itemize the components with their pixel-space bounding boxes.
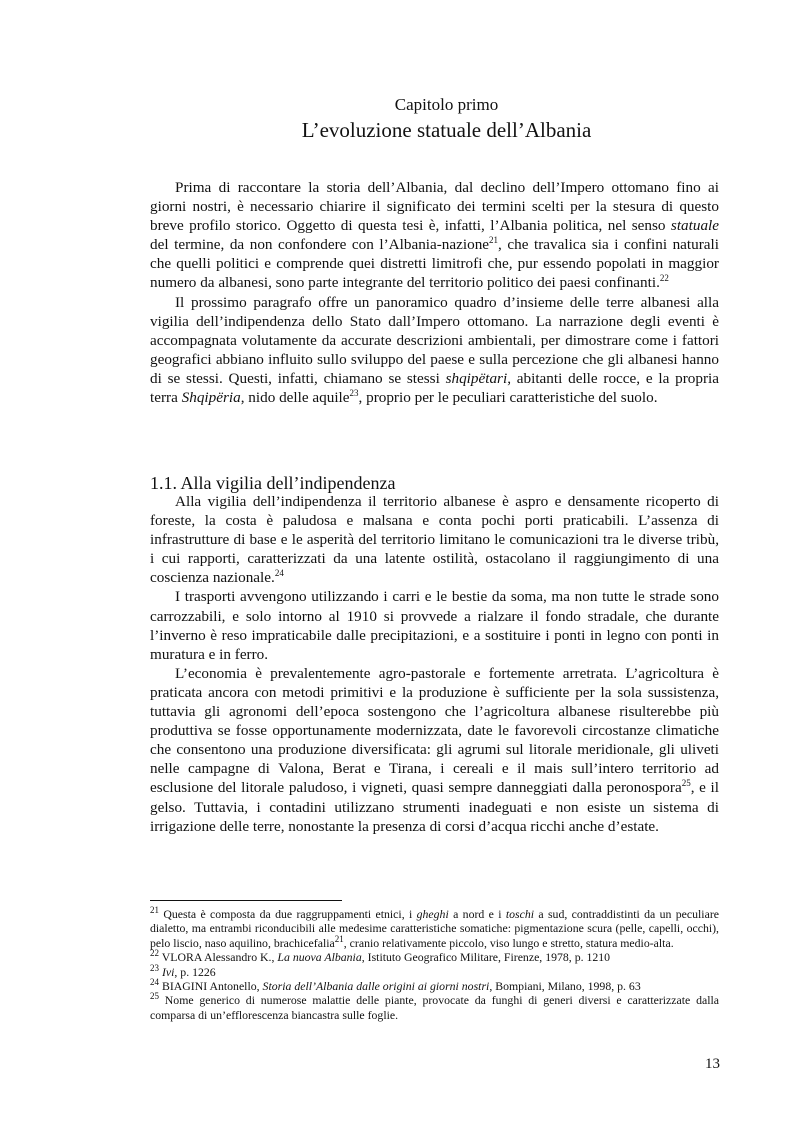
footnote-number: 25 xyxy=(150,991,159,1002)
italic-term: Shqipëria xyxy=(181,389,241,407)
italic-term: shqipëtari xyxy=(445,369,508,387)
footnote-separator xyxy=(150,900,342,901)
footnote-number: 22 xyxy=(150,948,159,959)
text-run: L’economia è prevalentemente agro-pastorale e fortemente arretrata. L’agricoltura è praticata ancora con metodi primitivi e la produzione è sufficiente per la sola sussistenza, tuttavia gli agronomi dell’epoca sostengono che l’agricoltura albanese risulterebbe più produttiva se fosse opportunamente modernizzata, date le favorevoli circostanze climatiche che consentono una produzione diversificata: gli agrumi sul litorale meridionale, gli uliveti nelle campagne di Valona, Berat e Tirana, i cereali e il mais sull’intero territorio ad esclusione del litorale paludoso, i vigneti, quasi sempre danneggiati dalla peronospora xyxy=(150,664,719,797)
section-paragraph-2: I trasporti avvengono utilizzando i carri e le bestie da soma, ma non tutte le strade sono carrozzabili, e solo intorno al 1910 si provvede a rialzare il fondo stradale, che durante l’inverno è reso impraticabile dalle precipitazioni, e a sostituire i ponti in legno con ponti in muratura e in ferro. xyxy=(150,588,719,663)
footnote-ref: 21 xyxy=(334,933,344,944)
text-run: , p. 1226 xyxy=(174,964,216,979)
text-run: Prima di raccontare la storia dell’Albania, dal declino dell’Impero ottomano fino ai giorni nostri, è necessario chiarire il significato dei termini scelti per la stesura di questo breve profilo storico. Oggetto di questa tesi è, infatti, l’Albania politica, nel senso xyxy=(150,179,719,235)
text-run: , nido delle aquile xyxy=(240,389,350,407)
footnote-number: 21 xyxy=(150,905,159,916)
footnote-ref: 21 xyxy=(489,235,499,246)
intro-text xyxy=(150,178,719,407)
italic-term: gheghi xyxy=(416,907,449,921)
text-run: VLORA Alessandro K., xyxy=(159,950,278,965)
footnote-23 xyxy=(150,962,719,979)
footnote-ref: 22 xyxy=(659,273,669,284)
text-run: , che travalica sia i confini naturali che quelli politici e comprende quei distretti limitrofi che, pur essendo popolati in maggior numero da albanesi, sono parte integrante del territorio politico dei paesi confinanti. xyxy=(150,236,719,292)
italic-title: Storia dell’Albania dalle origini ai giorni nostri xyxy=(262,979,490,994)
section-paragraph-1 xyxy=(150,492,719,587)
text-run: a nord e i xyxy=(448,907,506,921)
italic-title: La nuova Albania xyxy=(277,950,362,965)
footnote-ref: 24 xyxy=(274,568,284,579)
italic-term: toschi xyxy=(505,907,535,921)
text-run: Alla vigilia dell’indipendenza il territorio albanese è aspro e densamente ricoperto di foreste, la costa è paludosa e malsana e conta pochi porti praticabili. L’assenza di infrastrutture di base e le asperità del territorio limitano le comunicazioni tra le diverse tribù, i cui rapporti, caratterizzati da una latente ostilità, ostacolano il raggiungimento di una coscienza nazionale. xyxy=(150,493,719,587)
footnote-25 xyxy=(150,993,719,1022)
text-run: Il prossimo paragrafo offre un panoramico quadro d’insieme delle terre albanesi alla vigilia dell’indipendenza dello Stato dall’Impero ottomano. La narrazione degli eventi è accompagnata volutamente da accurate descrizioni ambientali, per dimostrare come i fattori geografici abbiano influito sullo sviluppo del paese e sulla percezione che gli albanesi hanno di se stessi. Questi, infatti, chiamano se stessi xyxy=(150,293,719,387)
footnote-number: 24 xyxy=(150,977,159,988)
italic-term: statuale xyxy=(670,217,719,235)
text-run: , abitanti delle rocce, e la propria terra xyxy=(150,369,719,407)
italic-term: Ivi xyxy=(161,964,175,979)
footnote-21 xyxy=(150,907,719,950)
footnote-ref: 23 xyxy=(349,387,359,398)
section-text xyxy=(150,492,719,836)
text-run: , Bompiani, Milano, 1998, p. 63 xyxy=(489,979,641,994)
text-run: , e il gelso. Tuttavia, i contadini utilizzano strumenti inadeguati e non esiste un sistema di irrigazione delle terre, nonostante la presenza di corsi d’acqua ricchi anche d’estate. xyxy=(150,779,719,835)
chapter-label: Capitolo primo xyxy=(394,95,499,114)
intro-paragraph-2 xyxy=(150,293,719,408)
text-run: , proprio per le peculiari caratteristiche del suolo. xyxy=(358,389,658,407)
page-number: 13 xyxy=(705,1056,720,1072)
text-run: BIAGINI Antonello, xyxy=(159,979,263,994)
footnote-22 xyxy=(150,950,719,964)
text-run: del termine, da non confondere con l’Albania-nazione xyxy=(150,236,490,254)
text-run: a sud, contraddistinti da un peculiare dialetto, ma entrambi riconducibili alle medesime caratteristiche somatiche: pigmentazione scura (pelle, capelli, occhi), pelo liscio, naso aquilino, brachicefalia xyxy=(150,907,719,950)
chapter-title: L’evoluzione statuale dell’Albania xyxy=(301,118,592,142)
footnote-ref: 25 xyxy=(681,778,691,789)
text-run: Questa è composta da due raggruppamenti etnici, i xyxy=(159,907,417,921)
section-paragraph-3 xyxy=(150,664,719,836)
text-run: , cranio relativamente piccolo, viso lungo e stretto, statura medio-alta. xyxy=(343,935,674,950)
intro-paragraph-1 xyxy=(150,178,719,293)
footnote-24 xyxy=(150,979,719,993)
text-run: , Istituto Geografico Militare, Firenze, 1978, p. 1210 xyxy=(361,950,611,965)
footnote-number: 23 xyxy=(150,962,159,973)
section-heading: 1.1. Alla vigilia dell’indipendenza xyxy=(150,473,396,493)
text-run: Nome generico di numerose malattie delle piante, provocate da funghi di generi diversi e caratterizzate dalla comparsa di un’efflorescenza biancastra sulle foglie. xyxy=(150,993,719,1022)
footnotes xyxy=(150,907,719,1022)
